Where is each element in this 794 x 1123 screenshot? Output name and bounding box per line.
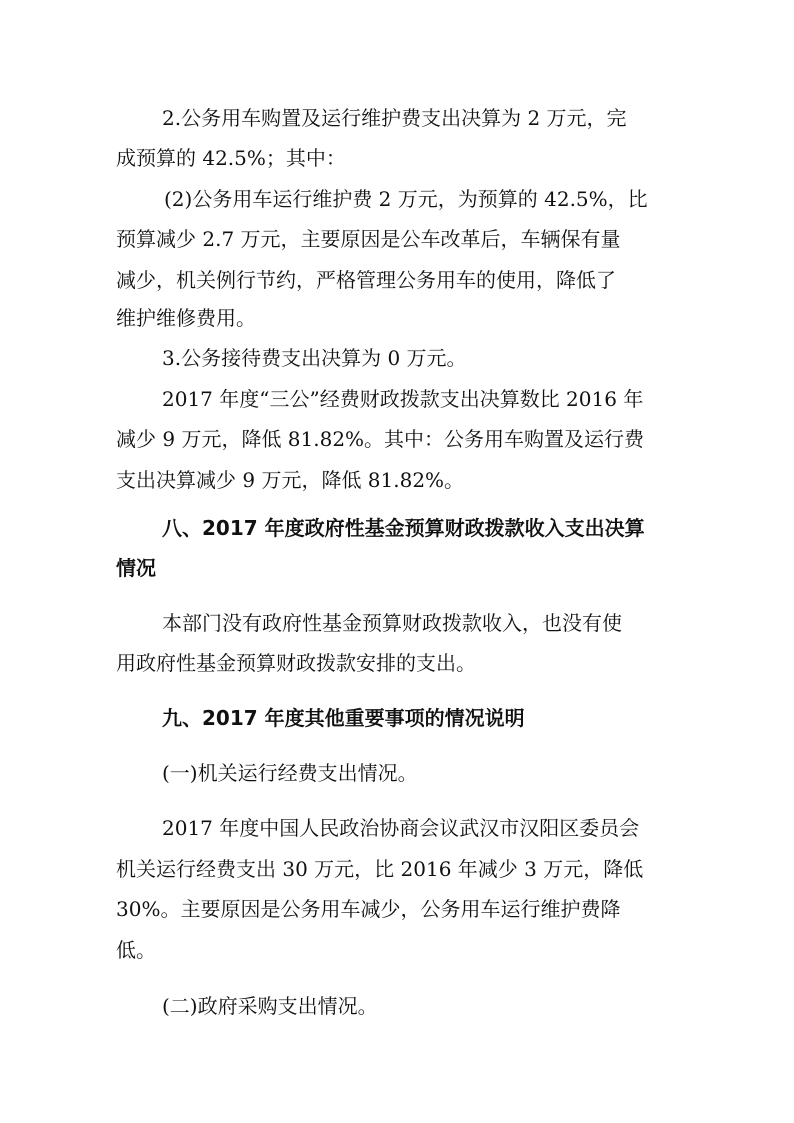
- document-page: 2.公务用车购置及运行维护费支出决算为 2 万元，完 成预算的 42.5%；其中： (2)公务用车运行维护费 2 万元，为预算的 42.5%，比 预算减少 2.7 万元，主要原因是公车改革后，车辆保有量 减少，机关例行节约，严格管理公务用车的使用，降低了 维护维修费用。 3.公务接待费支出决算为 0 万元。 2017 年度“三公”经费财政拨款支出决算数比 2016 年 减少 9 万元，降低 81.82%。其中：公务用车购置及运行费 支出决算减少 9 万元，降低 81.82%。 八、2017 年度政府性基金预算财政拨款收入支出决算 情况 本部门没有政府性基金预算财政拨款收入，也没有使 用政府性基金预算财政拨款安排的支出。 九、2017 年度其他重要事项的情况说明 (一)机关运行经费支出情况。 2017 年度中国人民政治协商会议武汉市汉阳区委员会 机关运行经费支出 30 万元，比 2016 年减少 3 万元，降低 30%。主要原因是公务用车减少，公务用车运行维护费降 低。 (二)政府采购支出情况。: [116, 106, 648, 1018]
